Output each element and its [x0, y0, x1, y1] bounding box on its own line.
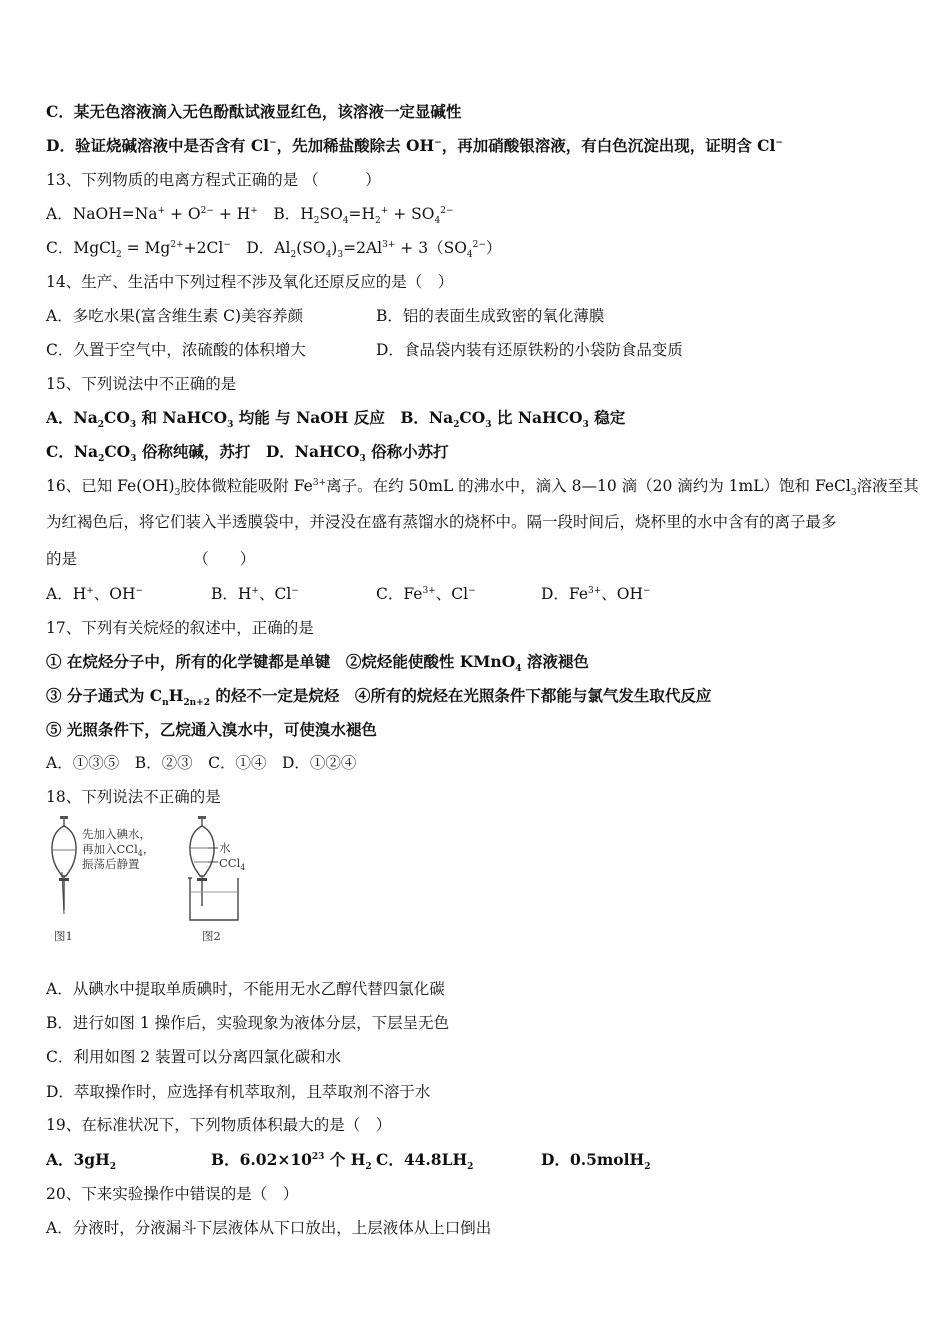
figure-separatory-funnels: [44, 814, 264, 948]
figure-1-text-line-2: 再加入CCl$_4$，: [82, 842, 155, 858]
figure-1-text-line-1: 先加入碘水，: [82, 827, 151, 841]
question-15: 15、下列说法中不正确的是: [46, 375, 237, 393]
question-16-option-d: D．$Fe^{3+}$、OH−: [541, 585, 651, 603]
question-18-option-c: C．利用如图 2 装置可以分离四氯化碳和水: [46, 1048, 342, 1066]
question-17: 17、下列有关烷烃的叙述中，正确的是: [46, 619, 314, 637]
question-15-options-ab: A．$Na_2CO_3$ 和 NaHCO$_3$ 均能 与 NaOH 反应 B．$Na_2CO_3$ 比 NaHCO$_3$ 稳定: [46, 408, 626, 431]
question-20-option-a: A．分液时，分液漏斗下层液体从下口放出，上层液体从上口倒出: [46, 1219, 492, 1237]
figure-1-label: 图1: [54, 929, 73, 943]
question-13-options-ab: A．NaOH=Na+ + $O^{2-} + H^+$ B．$H_2SO_4=H_2^+ + SO_4^{2-}$: [46, 205, 454, 227]
question-14: 14、生产、生活中下列过程不涉及氧化还原反应的是（ ）: [46, 273, 454, 291]
question-17-statement-1-2: ① 在烷烃分子中，所有的化学键都是单键 ②烷烃能使酸性 KMnO$_4$ 溶液褪色: [46, 652, 589, 675]
question-19-option-d: D．0.5molH$_2$: [541, 1150, 651, 1173]
question-19-option-b: B．$6.02\times 10^{23}$ 个 $H_2$: [211, 1150, 372, 1173]
question-14-option-b: B．铝的表面生成致密的氧化薄膜: [376, 307, 605, 325]
question-16-option-a: A．H+、OH−: [46, 585, 144, 603]
question-19: 19、在标准状况下，下列物质体积最大的是（ ）: [46, 1116, 392, 1134]
question-14-option-a: A．多吃水果(富含维生素 C)美容养颜: [46, 307, 304, 325]
question-16-option-c: C．$Fe^{3+}$、Cl−: [376, 585, 476, 603]
question-16-line-1: 16、已知 $Fe(OH)_3$胶体微粒能吸附 $Fe^{3+}$离子。在约 50mL 的沸水中，滴入 8—10 滴（20 滴约为 1mL）饱和 FeCl$_3$溶液至其: [46, 477, 919, 499]
figure-2-ccl4-label: CCl$_4$: [219, 856, 246, 872]
question-16-line-3: 的是 （ ）: [46, 550, 256, 568]
question-18: 18、下列说法不正确的是: [46, 788, 221, 806]
question-17-statement-5: ⑤ 光照条件下，乙烷通入溴水中，可使溴水褪色: [46, 720, 377, 739]
line-c-statement: C．某无色溶液滴入无色酚酞试液显红色，该溶液一定显碱性: [46, 102, 462, 121]
question-19-option-a: A．$3gH_2$: [46, 1150, 117, 1173]
question-13: 13、下列物质的电离方程式正确的是 （ ）: [46, 171, 381, 189]
figure-2-label: 图2: [202, 929, 221, 943]
question-15-options-cd: C．$Na_2CO_3$ 俗称纯碱，苏打 D．NaHCO$_3$ 俗称小苏打: [46, 442, 449, 465]
question-13-options-cd: C．MgCl$_2$ = $Mg^{2+}+2Cl^-$ D．$Al_2(SO_4)_3=2Al^{3+} + 3(SO_4^{2-})$: [46, 239, 502, 261]
question-20: 20、下来实验操作中错误的是（ ）: [46, 1185, 299, 1203]
question-17-statement-3-4: ③ 分子通式为 $C_nH_{2n+2}$ 的烃不一定是烷烃 ④所有的烷烃在光照条件下都能与氯气发生取代反应: [46, 686, 712, 709]
figure-1-funnel: [52, 816, 76, 914]
question-18-option-a: A．从碘水中提取单质碘时，不能用无水乙醇代替四氯化碳: [46, 980, 445, 998]
question-19-option-c: C．$44.8LH_2$: [376, 1150, 474, 1173]
line-d-statement: D．验证烧碱溶液中是否含有 Cl−，先加稀盐酸除去 OH−，再加硝酸银溶液，有白色沉淀出现，证明含 Cl−: [46, 136, 783, 155]
figure-1-text-line-3: 振荡后静置: [82, 857, 140, 871]
question-18-option-b: B．进行如图 1 操作后，实验现象为液体分层，下层呈无色: [46, 1014, 450, 1032]
question-14-option-c: C．久置于空气中，浓硫酸的体积增大: [46, 341, 306, 359]
question-18-option-d: D．萃取操作时，应选择有机萃取剂，且萃取剂不溶于水: [46, 1083, 431, 1101]
question-16-line-2: 为红褐色后，将它们装入半透膜袋中，并浸没在盛有蒸馏水的烧杯中。隔一段时间后，烧杯里的水中含有的离子最多: [46, 513, 837, 531]
question-16-option-b: B．H+、Cl−: [211, 585, 299, 603]
figure-2-water-label: 水: [219, 841, 231, 855]
question-14-option-d: D．食品袋内装有还原铁粉的小袋防食品变质: [376, 341, 683, 359]
question-17-options: A．①③⑤ B．②③ C．①④ D．①②④: [46, 754, 357, 772]
